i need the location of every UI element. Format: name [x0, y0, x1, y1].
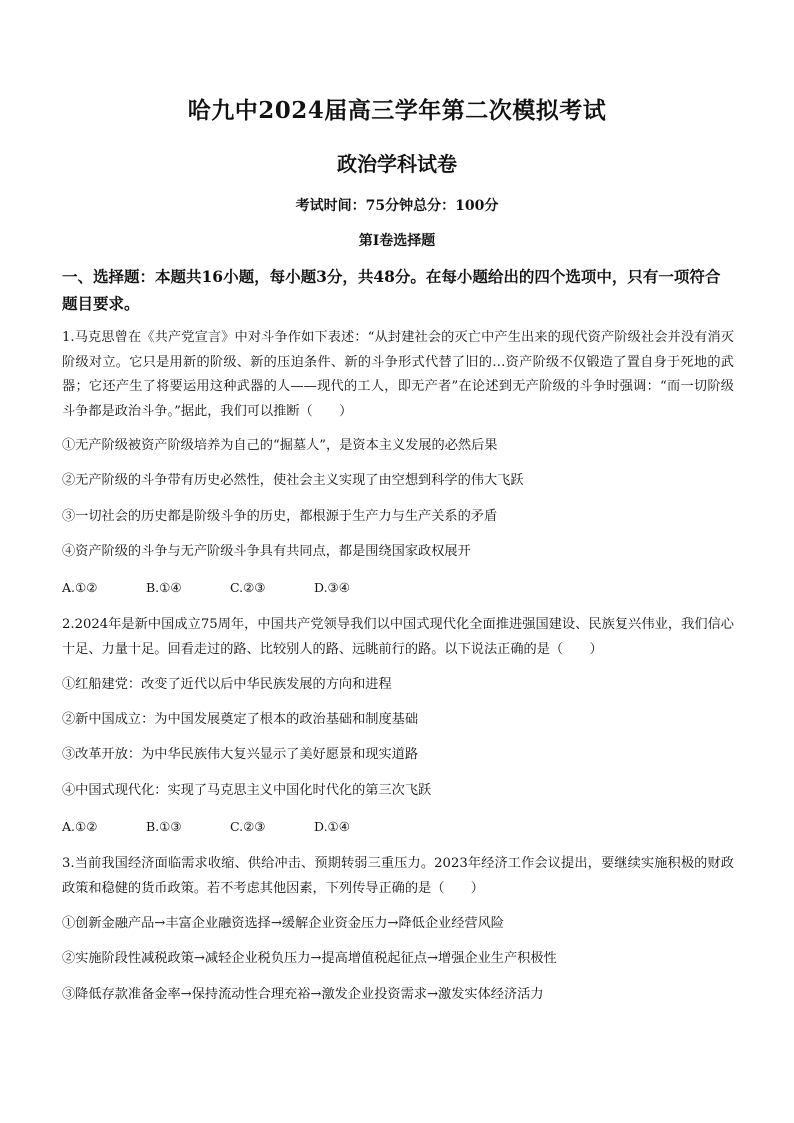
question-2-option-3: ③改革开放：为中华民族伟大复兴显示了美好愿景和现实道路 [62, 747, 419, 762]
question-1-stem: 1.马克思曾在《共产党宣言》中对斗争作如下表述：“从封建社会的灭亡中产生出来的现代资产阶级社会并没有消灭阶级对立。它只是用新的阶级、新的压迫条件、新的斗争形式代替了旧的…资产阶级不仅锻造了置自身于死地的武器；它还产生了将要运用这种武器的人——现代的工人，即无产者”在论述到无产阶级的斗争时强调：“而一切阶级斗争都是政治斗争。”据此，我们可以推断（ ） [62, 330, 734, 419]
answer-c: C.②③ [230, 819, 266, 834]
exam-title: 哈九中2024届高三学年第二次模拟考试 [187, 97, 607, 124]
question-3-stem: 3.当前我国经济面临需求收缩、供给冲击、预期转弱三重压力。2023年经济工作会议提出，要继续实施积极的财政政策和稳健的货币政策。若不考虑其他因素，下列传导正确的是（ ） [62, 856, 734, 896]
answer-a: A.①② [62, 580, 98, 595]
answer-d: D.①④ [314, 819, 350, 834]
part-heading: 第I卷选择题 [358, 233, 436, 249]
question-2-answers [62, 817, 350, 837]
answer-d: D.③④ [314, 580, 350, 595]
question-2-option-1: ①红船建党：改变了近代以后中华民族发展的方向和进程 [62, 677, 392, 692]
answer-a: A.①② [62, 819, 98, 834]
question-1-option-1: ①无产阶级被资产阶级培养为自己的“掘墓人”，是资本主义发展的必然后果 [62, 438, 498, 453]
answer-c: C.②③ [230, 580, 266, 595]
question-3-option-1: ①创新金融产品→丰富企业融资选择→缓解企业资金压力→降低企业经营风险 [62, 916, 504, 931]
subject-title: 政治学科试卷 [337, 152, 457, 176]
question-2-option-2: ②新中国成立：为中国发展奠定了根本的政治基础和制度基础 [62, 712, 419, 727]
section-instruction: 一、选择题：本题共16小题，每小题3分，共48分。在每小题给出的四个选项中，只有一项符合题目要求。 [62, 267, 721, 313]
answer-b: B.①④ [146, 580, 182, 595]
question-3-option-3: ③降低存款准备金率→保持流动性合理充裕→激发企业投资需求→激发实体经济活力 [62, 987, 544, 1002]
exam-info: 考试时间：75分钟总分：100分 [295, 198, 499, 214]
question-2-stem: 2.2024年是新中国成立75周年，中国共产党领导我们以中国式现代化全面推进强国建设、民族复兴伟业，我们信心十足、力量十足。回看走过的路、比较别人的路、远眺前行的路。以下说法正确的是（ ） [62, 617, 734, 657]
question-1-option-2: ②无产阶级的斗争带有历史必然性，使社会主义实现了由空想到科学的伟大飞跃 [62, 473, 524, 488]
question-1-answers [62, 578, 350, 598]
question-3-option-2: ②实施阶段性减税政策→减轻企业税负压力→提高增值税起征点→增强企业生产积极性 [62, 951, 557, 966]
question-2-option-4: ④中国式现代化：实现了马克思主义中国化时代化的第三次飞跃 [62, 783, 432, 798]
question-1-option-3: ③一切社会的历史都是阶级斗争的历史，都根源于生产力与生产关系的矛盾 [62, 509, 498, 524]
answer-b: B.①③ [146, 819, 182, 834]
question-1-option-4: ④资产阶级的斗争与无产阶级斗争具有共同点，都是围绕国家政权展开 [62, 544, 471, 559]
